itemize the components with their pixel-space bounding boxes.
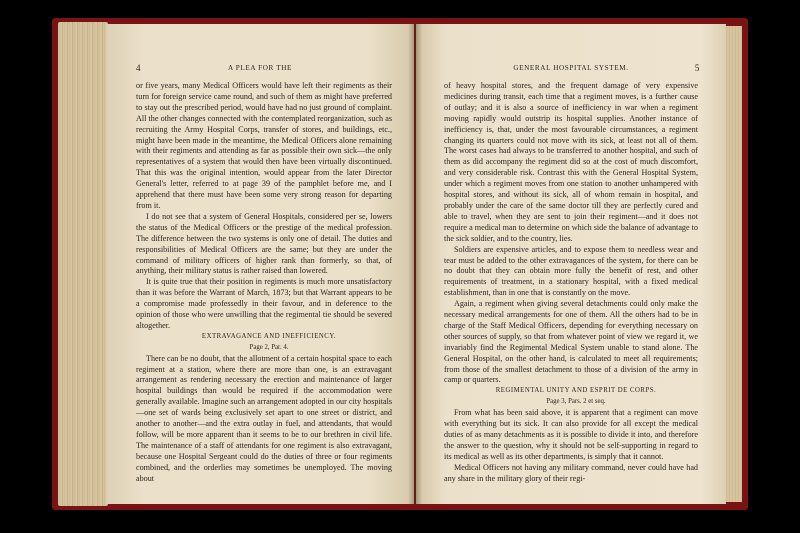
section-heading: EXTRAVAGANCE AND INEFFICIENCY.: [201, 332, 337, 340]
section-heading: REGIMENTAL UNITY AND ESPRIT DE CORPS.: [495, 387, 657, 395]
section-reference: Page 3, Pars. 2 et seq.: [546, 398, 606, 406]
paragraph: Again, a regiment when giving several detachments could only make the necessary medical arrangements for one of them. All the others had to be in charge of the Staff Medical Officers, depending for everything necessary on other sources of supply, so that from whatever point of view we regard it, we invariably find the Regimental Medical System unable to stand alone. The General Hospital, on the other hand, is calculated to meet all requirements; from those of the smallest detachment to those of a division of the army in camp or quarters.: [444, 299, 698, 385]
paragraph: or five years, many Medical Officers would have left their regiments as their turn for foreign service came round, and such of them as might have preferred to stay out the prescribed period, would have had no just ground of complaint. All the other changes connected with the contemplated reorganization, such as recruiting the Army Hospital Corps, transfer of stores, and buildings, etc., might have been made in the meantime, the Medical Officers alone remaining with their regiments and attending as far as possible their own sick—the only representatives of a system that would then have been virtually discontinued. That this was the original intention, would appear from the later Director General's letter, referred to at page 39 of the pamphlet before me, and I apprehend that there must have been some very strong reason for departing from it.: [136, 81, 392, 210]
right-page: [416, 24, 726, 504]
paragraph: It is quite true that their position in regiments is much more unsatisfactory than it was before the Warrant of March, 1873; but that Warrant appears to be a compromise made professedly in their favour, and in deference to the opinion of those who were unwilling that the regimental tie should be severed altogether.: [136, 277, 392, 330]
section-reference: Page 2, Par. 4.: [249, 343, 289, 351]
left-page-body: [136, 81, 392, 485]
page-edges-left: [58, 22, 108, 506]
paragraph: I do not see that a system of General Hospitals, considered per se, lowers the status of the Medical Officers or the prestige of the medical profession. The difference between the two systems is only one of detail. The duties and responsibilities of Medical Officers are the same; but they are under the command of military officers of higher rank than formerly, so that, of anything, their military status is rather raised than lowered.: [136, 211, 392, 276]
page-number: 5: [694, 63, 700, 73]
left-page: [106, 24, 414, 504]
running-head: A PLEA FOR THE: [228, 64, 292, 72]
left-page-header: [106, 64, 414, 74]
paragraph: There can be no doubt, that the allotment of a certain hospital space to each regiment at a station, where there are more than one, is an extravagant arrangement as rendering necessary the erection and maintenance of larger hospital buildings than would be required if the accommodation were generally available. Imagine such an arrangement adopted in our city hospitals—one set of wards being exclusively set apart to one street or district, and another to another—and the extra outlay in fuel, and attendants, that would follow, will be more apparent than it seems to be to our brethren in civil life. The maintenance of a staff of attendants for one regiment is also extravagant, because one Hospital Sergeant could do the duties of three or four regiments combined, and the orderlies may sometimes be unemployed. The moving about: [136, 353, 392, 483]
paragraph: Soldiers are expensive articles, and to expose them to needless wear and tear must be added to the other extravagances of the system, for there can be no doubt that they can obtain more fully the benefit of rest, and other requirements of treatment, in a stationary hospital, with a fixed medical establishment, than in one that is constantly on the move.: [444, 244, 698, 298]
book-gutter: [408, 24, 422, 504]
right-page-body: [444, 81, 698, 485]
page-number: 4: [136, 63, 142, 73]
paragraph: of heavy hospital stores, and the frequent damage of very expensive medicines during transit, each time that a regiment moves, is a further cause of outlay; and it is also a source of inefficiency in war when a regiment moving rapidly would outstrip its hospital supplies. Another instance of inefficiency is, that, under the most favourable circumstances, a regiment changing its quarters could not move with its sick, at least not all of them. The worst cases had always to be transferred to another hospital, and such of them as did accompany the regiment did so at the cost of much discomfort, and very considerable risk. Contrast this with the General Hospital System, under which a regiment moves from one station to another unhampered with hospital stores, and without its sick, all of whom remain in hospital, and probably under the care of the same doctor till they are perfectly cured and able to travel, when they are sent to join their regiment—and it does not require a medical man to determine on which side the balance of advantage to the sick soldier, and to the country, lies.: [444, 81, 698, 243]
right-page-header: [416, 64, 726, 74]
paragraph: Medical Officers not having any military command, never could have had any share in the military glory of their regi-: [444, 462, 698, 483]
paragraph: From what has been said above, it is apparent that a regiment can move with everything but its sick. It can also provide for all except the medical duties of as many detachments as it is possible to divide it into, and therefore the answer to the question, why it should not be self-supporting in regard to its medical as well as its other departments, is simply that it cannot.: [444, 408, 698, 461]
running-head: GENERAL HOSPITAL SYSTEM.: [513, 64, 629, 72]
